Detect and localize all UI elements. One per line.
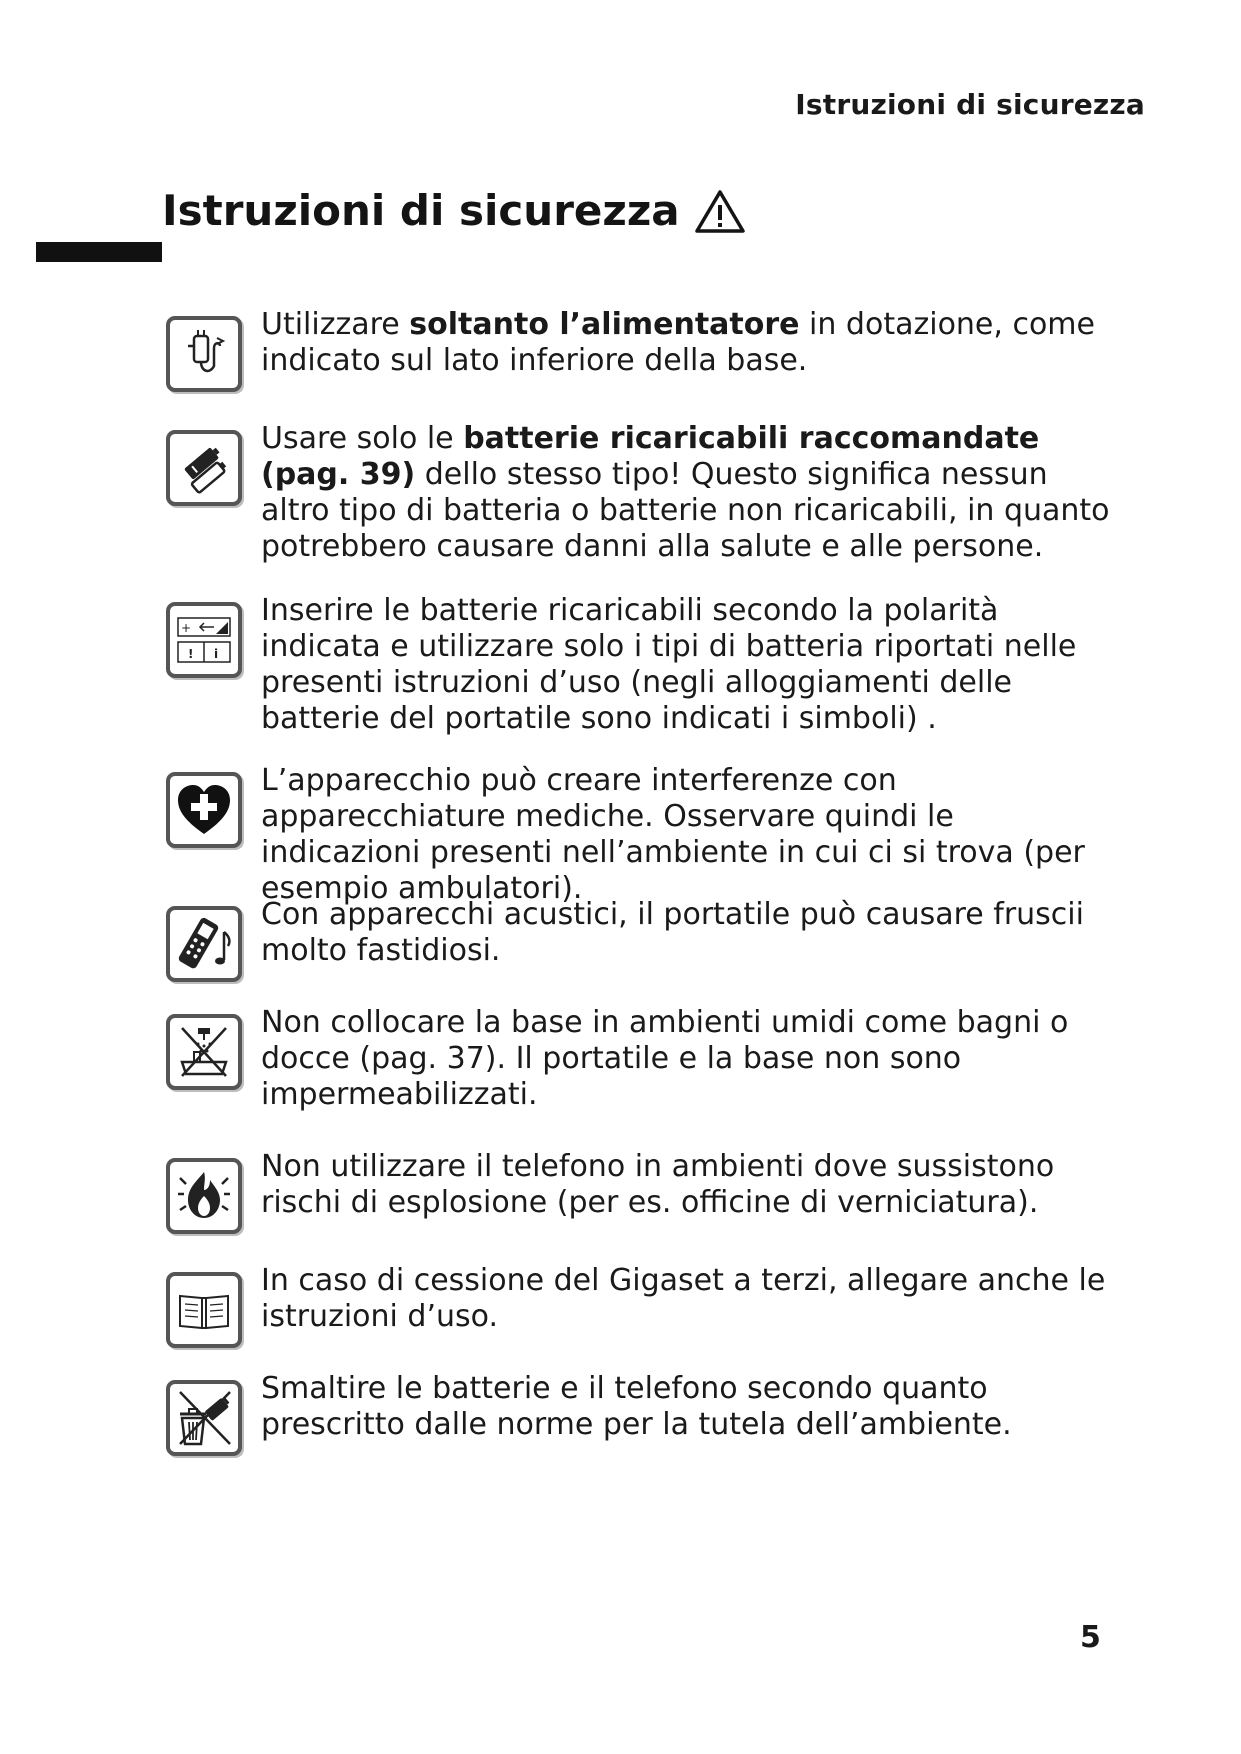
power-adapter-icon — [166, 316, 242, 392]
section-title — [162, 186, 746, 235]
safety-item-text: Non utilizzare il telefono in ambienti dove sussistono rischi di esplosione (per es. officine di verniciatura). — [261, 1149, 1055, 1220]
running-header: Istruzioni di sicurezza — [795, 88, 1145, 121]
safety-item-text: Con apparecchi acustici, il portatile può causare fruscii molto fastidiosi. — [261, 897, 1084, 968]
safety-item-text: L’apparecchio può creare interferenze con apparecchiature mediche. Osservare quindi le indicazioni presenti nell’ambiente in cui ci si trova (per esempio ambulatori). — [261, 763, 1085, 906]
safety-item-text: In caso di cessione del Gigaset a terzi, allegare anche le istruzioni d’uso. — [261, 1263, 1106, 1334]
battery-polarity-icon — [166, 602, 242, 678]
safety-item-text: Smaltire le batterie e il telefono secondo quanto prescritto dalle norme per la tutela dell’ambiente. — [261, 1371, 1012, 1442]
medical-heart-icon — [166, 772, 242, 848]
no-wet-rooms-icon — [166, 1014, 242, 1090]
explosion-hazard-icon — [166, 1158, 242, 1234]
safety-item-text: Non collocare la base in ambienti umidi come bagni o docce (pag. 37). Il portatile e la base non sono impermeabilizzati. — [261, 1005, 1069, 1112]
safety-item-text: Inserire le batterie ricaricabili secondo la polarità indicata e utilizzare solo i tipi di batteria riportati nelle presenti istruzioni d’uso (negli alloggiamenti delle batterie del portatile sono indicati i simboli) . — [261, 593, 1077, 736]
safety-item-text: Utilizzare soltanto l’alimentatore in dotazione, come indicato sul lato inferiore della base. — [261, 307, 1095, 378]
manual-book-icon — [166, 1272, 242, 1348]
hearing-aid-phone-icon — [166, 906, 242, 982]
page-number: 5 — [1080, 1620, 1101, 1655]
svg-text:!: ! — [188, 647, 194, 661]
svg-text:i: i — [214, 647, 219, 661]
safety-item-text: Usare solo le batterie ricaricabili raccomandate (pag. 39) dello stesso tipo! Questo significa nessun altro tipo di batteria o batterie non ricaricabili, in quanto potrebbero causare danni alla salute e alle persone. — [261, 421, 1110, 564]
disposal-bin-icon — [166, 1380, 242, 1456]
warning-triangle-icon — [694, 188, 746, 234]
section-title-text: Istruzioni di sicurezza — [162, 186, 680, 235]
rechargeable-batteries-icon — [166, 430, 242, 506]
svg-text:+: + — [181, 621, 192, 635]
title-marker-bar — [36, 242, 162, 262]
